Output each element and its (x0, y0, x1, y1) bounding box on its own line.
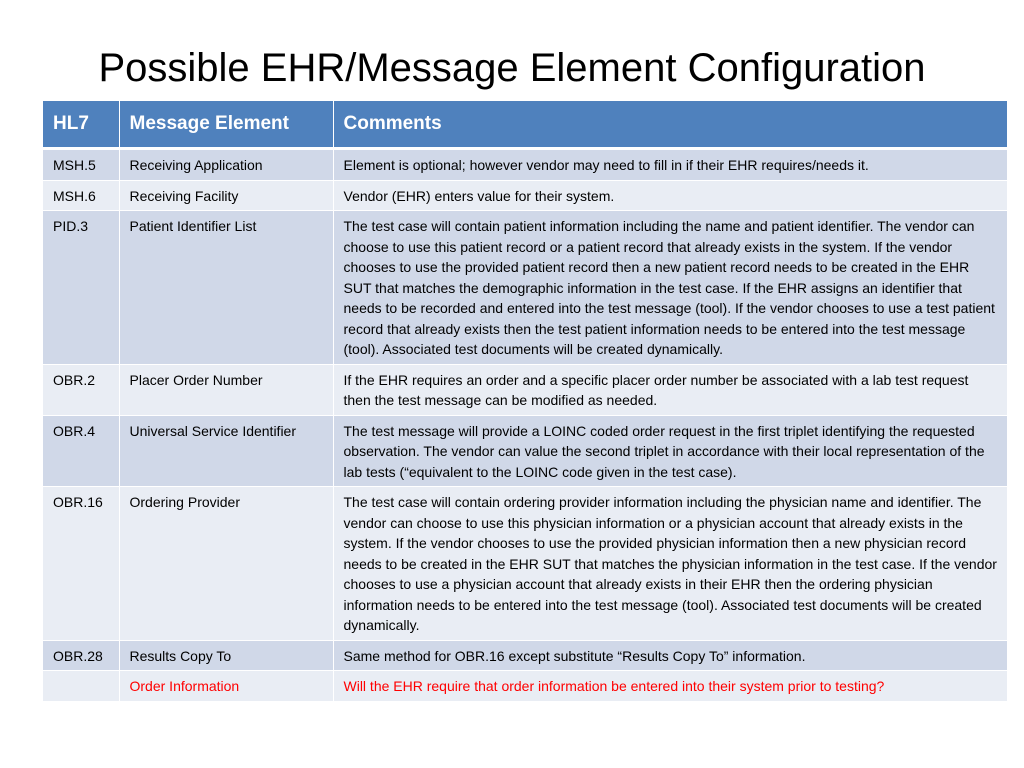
table-header-row (43, 101, 1007, 149)
cell-comments: If the EHR requires an order and a specific placer order number be associated with a lab test request then the test message can be modified as needed. (333, 364, 1007, 415)
header-comments: Comments (333, 101, 1007, 149)
cell-comments: The test message will provide a LOINC coded order request in the first triplet identifying the requested observation. The vendor can value the second triplet in accordance with their local representation of the lab tests (“equivalent to the LOINC code given in the test case). (333, 415, 1007, 487)
header-hl7: HL7 (43, 101, 119, 149)
table-row (43, 487, 1007, 641)
cell-comments: Element is optional; however vendor may need to fill in if their EHR requires/needs it. (333, 149, 1007, 181)
table-row (43, 415, 1007, 487)
table-row (43, 640, 1007, 671)
cell-element: Results Copy To (119, 640, 333, 671)
cell-element-alert: Order Information (119, 671, 333, 702)
cell-element: Universal Service Identifier (119, 415, 333, 487)
cell-comments: Same method for OBR.16 except substitute “Results Copy To” information. (333, 640, 1007, 671)
table-row (43, 180, 1007, 211)
cell-hl7: OBR.16 (43, 487, 119, 641)
table-row (43, 671, 1007, 702)
cell-element: Receiving Application (119, 149, 333, 181)
config-table (43, 101, 1007, 702)
cell-hl7: OBR.28 (43, 640, 119, 671)
cell-element: Ordering Provider (119, 487, 333, 641)
table-row (43, 364, 1007, 415)
header-message-element: Message Element (119, 101, 333, 149)
slide-title: Possible EHR/Message Element Configuration (98, 46, 926, 90)
cell-hl7 (43, 671, 119, 702)
cell-comments: The test case will contain patient information including the name and patient identifier. The vendor can choose to use this patient record or a patient record that already exists in the system. If the vendor chooses to use the provided patient record then a new patient record needs to be created in the EHR SUT that matches the demographic information in the test case. If the EHR assigns an identifier that needs to be recorded and entered into the test message (tool). If the vendor chooses to use a test patient record that already exists then the test patient information needs to be entered into the test message (tool). Associated test documents will be created dynamically. (333, 211, 1007, 365)
cell-comments: Vendor (EHR) enters value for their system. (333, 180, 1007, 211)
cell-hl7: OBR.4 (43, 415, 119, 487)
cell-element: Receiving Facility (119, 180, 333, 211)
cell-hl7: MSH.6 (43, 180, 119, 211)
cell-element: Patient Identifier List (119, 211, 333, 365)
cell-element: Placer Order Number (119, 364, 333, 415)
cell-comments-alert: Will the EHR require that order information be entered into their system prior to testing? (333, 671, 1007, 702)
cell-hl7: OBR.2 (43, 364, 119, 415)
cell-hl7: MSH.5 (43, 149, 119, 181)
cell-hl7: PID.3 (43, 211, 119, 365)
cell-comments: The test case will contain ordering provider information including the physician name and identifier. The vendor can choose to use this physician information or a physician account that already exists in the system. If the vendor chooses to use the provided physician information then a new physician record needs to be created in the EHR SUT that matches the physician information in the test case. If the vendor chooses to use a physician account that already exists in their EHR then the ordering physician information needs to be entered into the test message (tool). Associated test documents will be created dynamically. (333, 487, 1007, 641)
table-row (43, 211, 1007, 365)
table-row (43, 149, 1007, 181)
